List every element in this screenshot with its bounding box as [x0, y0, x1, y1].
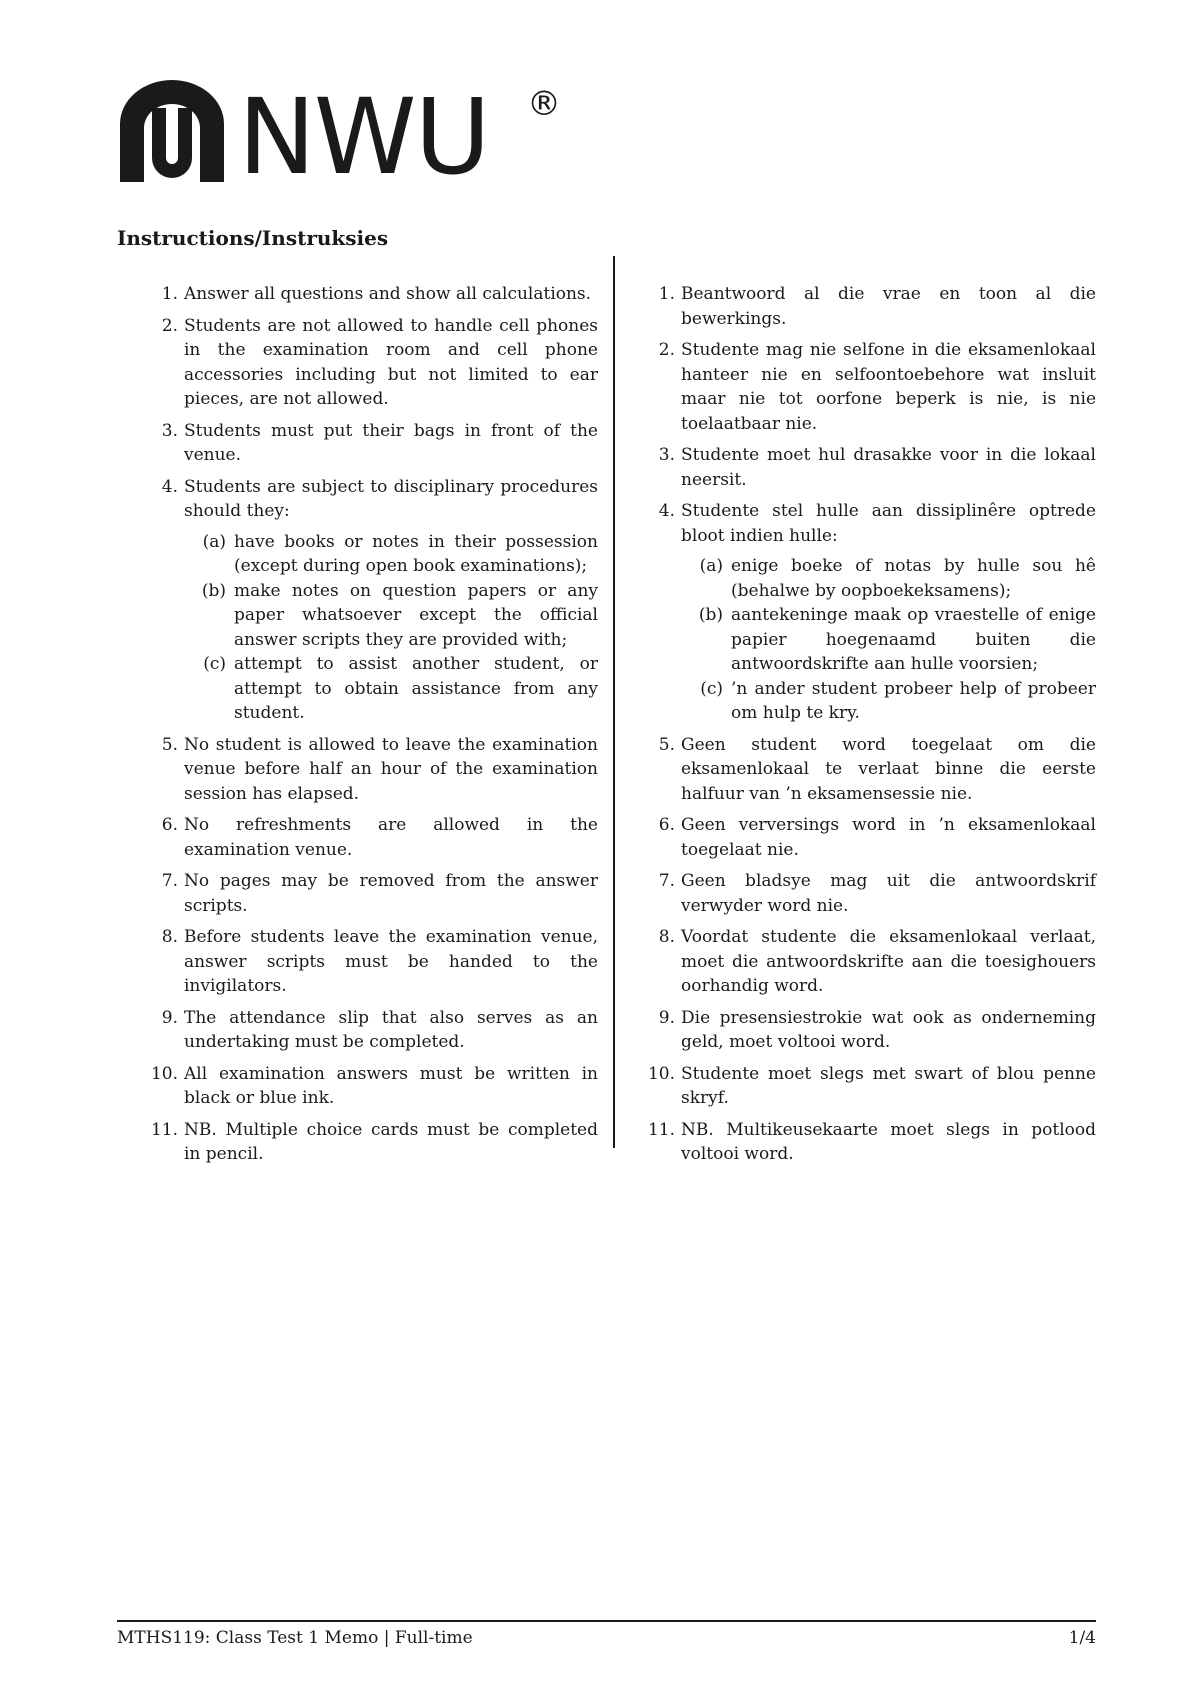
footer-course-label: MTHS119: Class Test 1 Memo | Full-time	[117, 1628, 473, 1648]
sub-list-item: (c) ’n ander student probeer help of probeer om hulp te kry.	[700, 678, 1096, 723]
list-item: 1. Answer all questions and show all calculations.	[161, 284, 592, 304]
sub-list	[681, 554, 1096, 726]
english-list	[148, 282, 598, 1167]
list-item: 7. No pages may be removed from the answer scripts.	[161, 871, 598, 916]
nwu-emblem-icon	[116, 78, 228, 190]
list-item: 10. Studente moet slegs met swart of blou penne skryf.	[647, 1063, 1096, 1108]
list-item: 9. The attendance slip that also serves as an undertaking must be completed.	[161, 1007, 598, 1052]
list-item: 7. Geen bladsye mag uit die antwoordskrif verwyder word nie.	[658, 871, 1096, 916]
list-item: 9. Die presensiestrokie wat ook as onderneming geld, moet voltooi word.	[658, 1007, 1096, 1052]
sub-list-item: (b) make notes on question papers or any paper whatsoever except the official answer scripts they are provided with;	[201, 580, 598, 650]
list-item: 10. All examination answers must be written in black or blue ink.	[150, 1063, 598, 1108]
afrikaans-instructions	[645, 282, 1096, 1174]
sub-list-item: (a) have books or notes in their possession (except during open book examinations);	[202, 531, 598, 576]
list-item: 2. Studente mag nie selfone in die eksamenlokaal hanteer nie en selfoontoebehore wat insluit maar nie tot oorfone beperk is nie, is nie toelaatbaar nie.	[658, 340, 1096, 434]
sub-list-item: (b) aantekeninge maak op vraestelle of enige papier hoegenaamd buiten die antwoordskrifte aan hulle voorsien;	[698, 605, 1096, 674]
list-item: 1. Beantwoord al die vrae en toon al die bewerkings.	[658, 284, 1096, 329]
list-item: 5. No student is allowed to leave the examination venue before half an hour of the examination session has elapsed.	[161, 734, 598, 804]
list-item: 6. No refreshments are allowed in the examination venue.	[161, 815, 598, 860]
english-instructions	[148, 282, 598, 1174]
sub-list	[184, 530, 598, 726]
list-item: 8. Voordat studente die eksamenlokaal verlaat, moet die antwoordskrifte aan die toesighouers oorhandig word.	[658, 927, 1096, 996]
page-number: 1/4	[1068, 1628, 1096, 1648]
column-divider	[613, 256, 615, 1148]
footer-rule	[117, 1620, 1096, 1622]
registered-mark: ®	[527, 84, 561, 124]
list-item: 6. Geen verversings word in ’n eksamenlokaal toegelaat nie.	[658, 815, 1096, 860]
afrikaans-list	[645, 282, 1096, 1167]
sub-list-item: (c) attempt to assist another student, or attempt to obtain assistance from any student.	[203, 654, 598, 723]
list-item: 11. NB. Multiple choice cards must be completed in pencil.	[150, 1119, 598, 1164]
list-item: 11. NB. Multikeusekaarte moet slegs in potlood voltooi word.	[647, 1119, 1096, 1164]
list-item: 4. Studente stel hulle aan dissiplinêre optrede bloot indien hulle: (a) enige boeke of notas by hulle sou hê (behalwe by oopboekeksamens); (b) aantekeninge maak op vraestelle of enige papier hoegenaamd buiten die antwoordskrifte aan hulle voorsien; (c) ’n ander student probeer help of probeer om hulp te kry.	[645, 499, 1096, 726]
list-item: 4. Students are subject to disciplinary procedures should they: (a) have books or notes in their possession (except during open book examinations); (b) make notes on question papers or any paper whatsoever except the official answer scripts they are provided with; (c) attempt to assist another student, or attempt to obtain assistance from any student.	[148, 475, 598, 726]
instructions-heading: Instructions/Instruksies	[117, 226, 389, 250]
list-item: 3. Studente moet hul drasakke voor in die lokaal neersit.	[658, 445, 1096, 490]
list-item: 8. Before students leave the examination venue, answer scripts must be handed to the invigilators.	[161, 927, 598, 996]
nwu-logo	[116, 78, 566, 198]
list-item: 3. Students must put their bags in front of the venue.	[161, 420, 598, 465]
logo-wordmark: NWU	[238, 76, 489, 198]
list-item: 2. Students are not allowed to handle cell phones in the examination room and cell phone accessories including but not limited to ear pieces, are not allowed.	[161, 315, 598, 409]
list-item: 5. Geen student word toegelaat om die eksamenlokaal te verlaat binne die eerste halfuur van ’n eksamensessie nie.	[658, 734, 1096, 804]
sub-list-item: (a) enige boeke of notas by hulle sou hê (behalwe by oopboekeksamens);	[699, 556, 1096, 601]
